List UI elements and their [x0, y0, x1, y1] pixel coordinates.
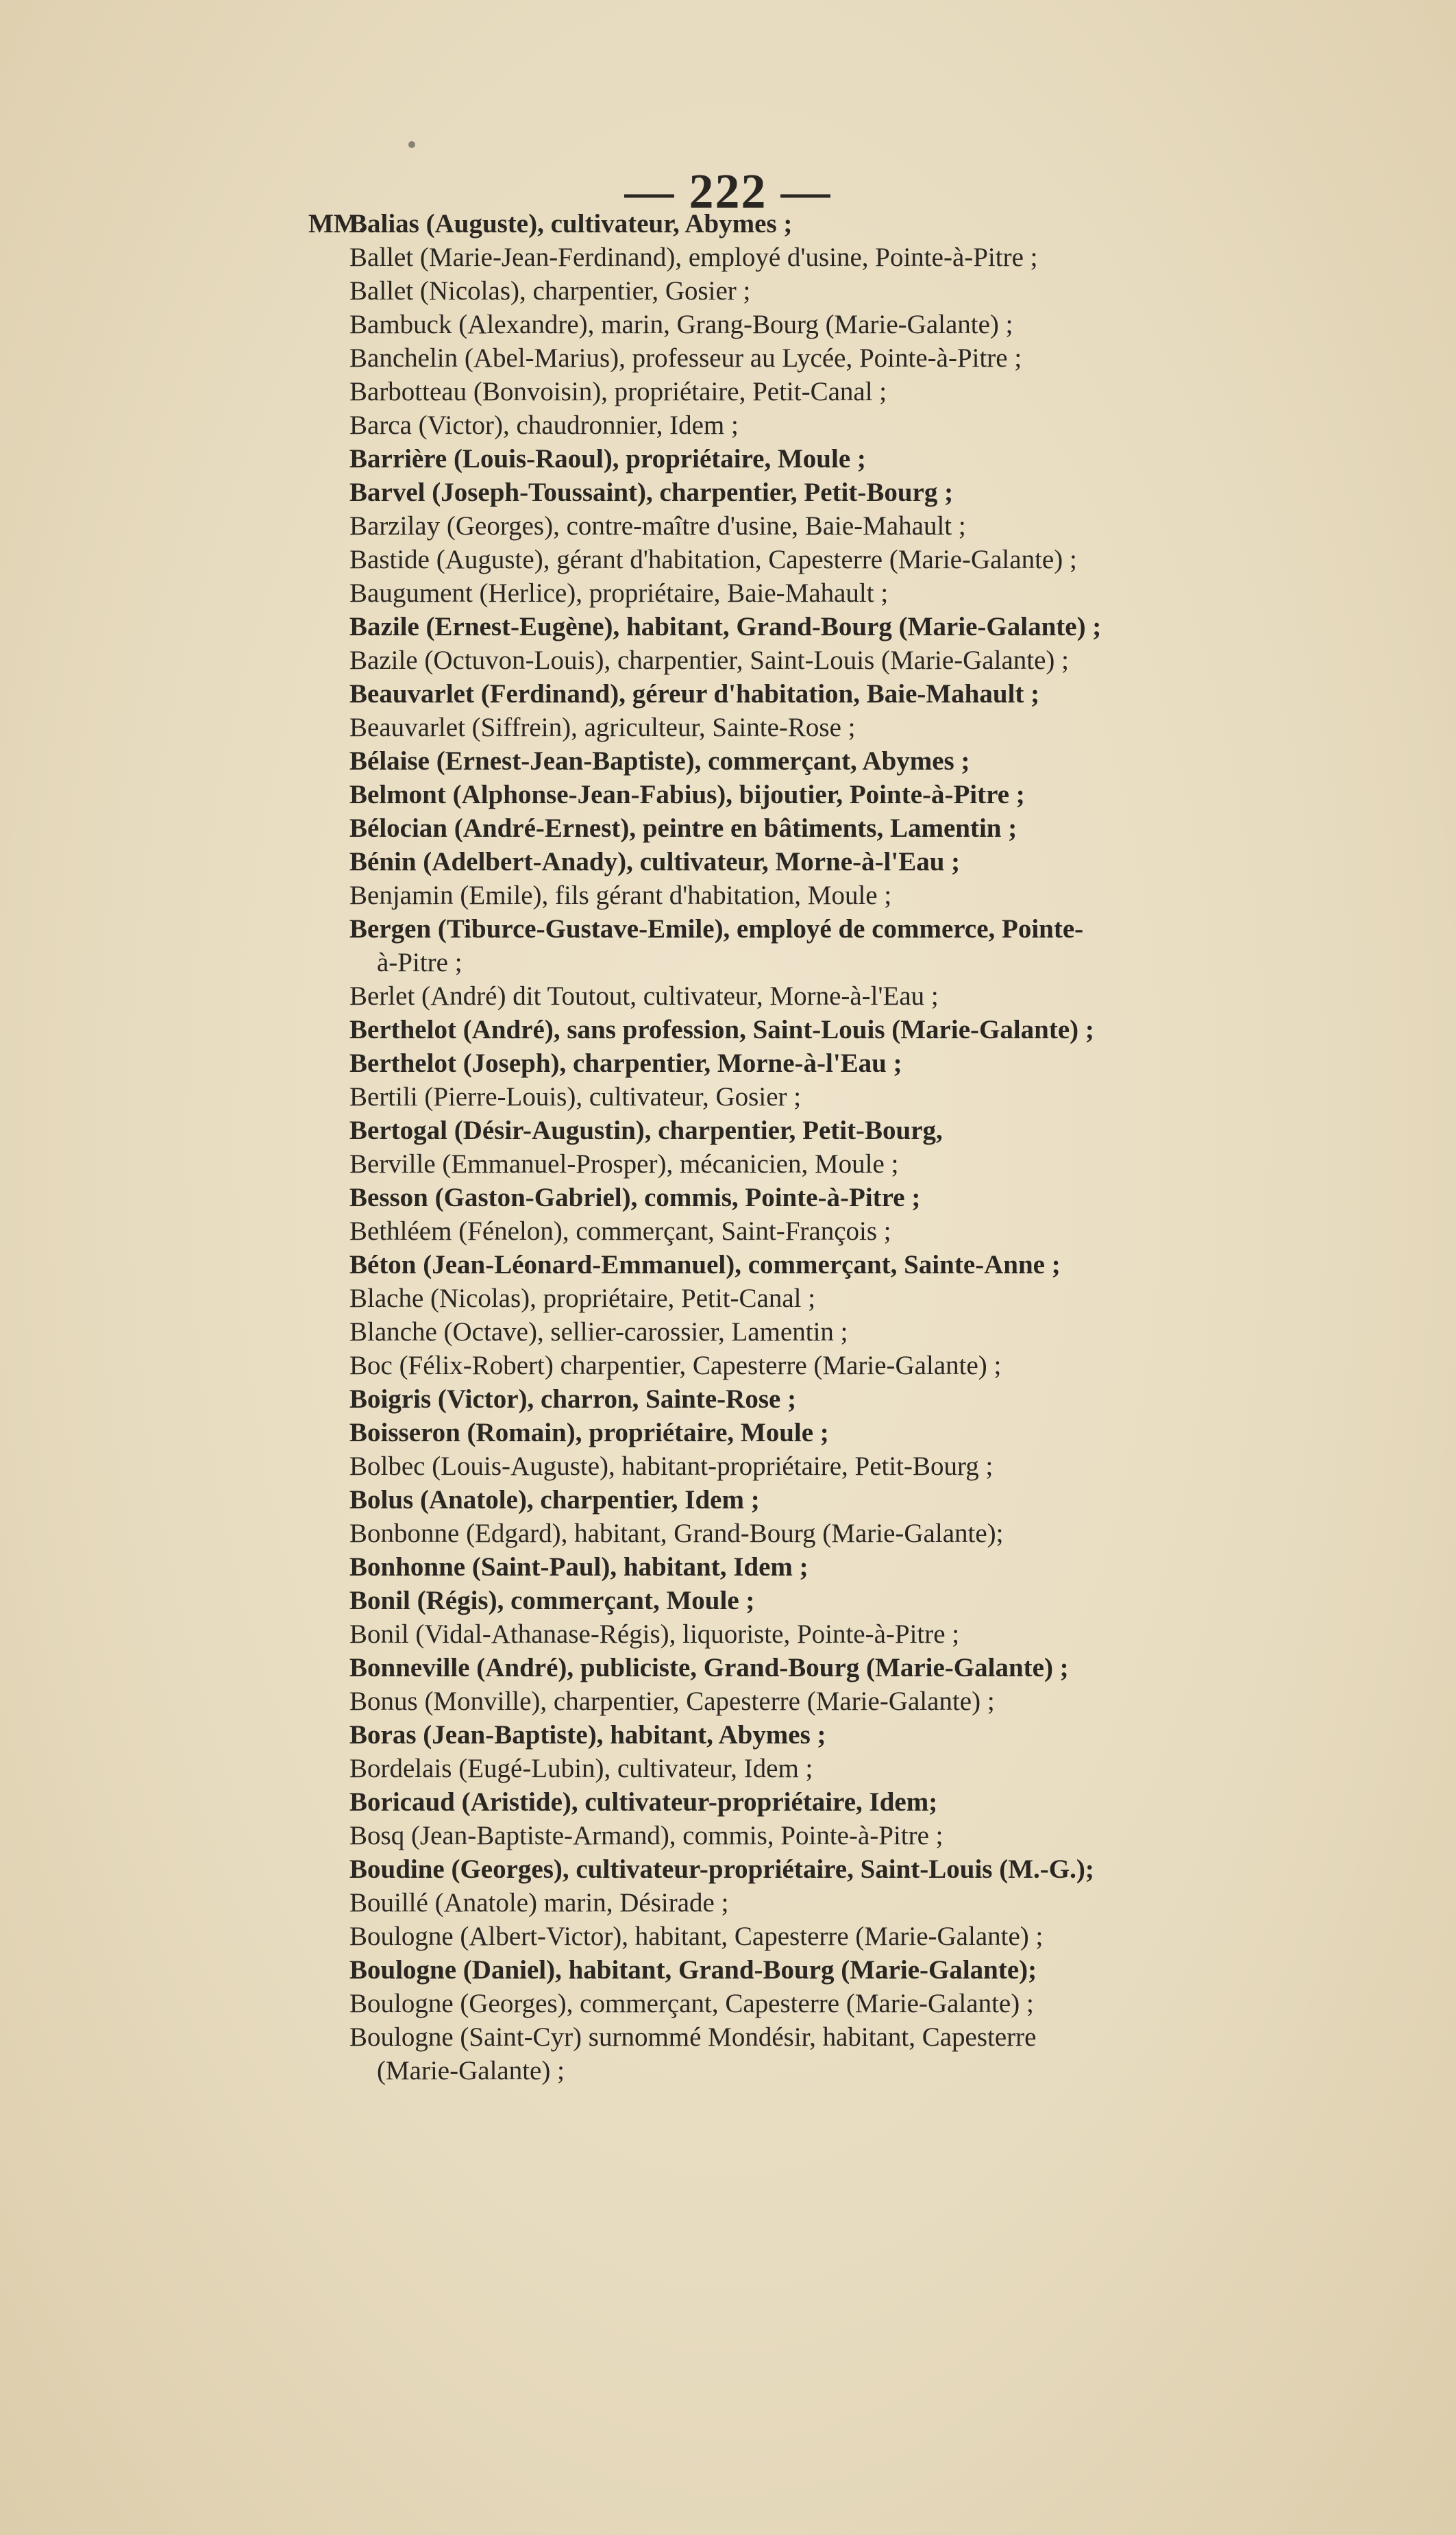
entry-text: Bonhonne (Saint-Paul), habitant, Idem ; — [349, 1552, 809, 1582]
entry-text: Barrière (Louis-Raoul), propriétaire, Moule ; — [349, 444, 866, 474]
list-item — [349, 274, 1329, 308]
entry-text: Bergen (Tiburce-Gustave-Emile), employé de commerce, Pointe- — [349, 914, 1084, 944]
entries-list — [308, 207, 1329, 2087]
list-item — [349, 241, 1329, 274]
entry-text: Bertogal (Désir-Augustin), charpentier, Petit-Bourg, — [349, 1116, 943, 1145]
entry-text: Balias (Auguste), cultivateur, Abymes ; — [349, 209, 793, 238]
list-item — [349, 509, 1329, 543]
list-item — [349, 1752, 1329, 1785]
entry-text: Bambuck (Alexandre), marin, Grang-Bourg (Marie-Galante) ; — [349, 310, 1013, 339]
entry-text: Baugument (Herlice), propriétaire, Baie-Mahault ; — [349, 578, 889, 608]
entry-text: Boricaud (Aristide), cultivateur-propriétaire, Idem; — [349, 1787, 938, 1817]
entry-text: Boras (Jean-Baptiste), habitant, Abymes ; — [349, 1720, 826, 1750]
entry-text: Bordelais (Eugé-Lubin), cultivateur, Idem ; — [349, 1754, 813, 1783]
entry-text: Béton (Jean-Léonard-Emmanuel), commerçant, Sainte-Anne ; — [349, 1250, 1061, 1279]
entry-text: Blache (Nicolas), propriétaire, Petit-Canal ; — [349, 1284, 816, 1313]
list-item — [349, 1920, 1329, 1953]
entry-text: Barvel (Joseph-Toussaint), charpentier, Petit-Bourg ; — [349, 478, 954, 507]
entry-text: Bastide (Auguste), gérant d'habitation, Capesterre (Marie-Galante) ; — [349, 545, 1077, 574]
list-item — [349, 1181, 1329, 1214]
entry-text: Bélocian (André-Ernest), peintre en bâtiments, Lamentin ; — [349, 813, 1017, 843]
list-item — [349, 341, 1329, 375]
list-item — [349, 1013, 1329, 1046]
list-item — [349, 879, 1329, 912]
list-item — [349, 811, 1329, 845]
list-item — [349, 1517, 1329, 1550]
list-item — [349, 2054, 1329, 2087]
list-item — [349, 1080, 1329, 1114]
list-item — [349, 677, 1329, 711]
list-item — [349, 1449, 1329, 1483]
list-item — [308, 207, 1329, 241]
list-item — [349, 1114, 1329, 1147]
entry-text: Ballet (Marie-Jean-Ferdinand), employé d'usine, Pointe-à-Pitre ; — [349, 243, 1038, 272]
entry-text: Barca (Victor), chaudronnier, Idem ; — [349, 411, 739, 440]
list-item — [349, 1349, 1329, 1382]
entry-text: Berville (Emmanuel-Prosper), mécanicien, Moule ; — [349, 1149, 899, 1179]
entry-text: Bazile (Octuvon-Louis), charpentier, Saint-Louis (Marie-Galante) ; — [349, 646, 1069, 675]
list-item — [349, 1785, 1329, 1819]
list-item — [349, 1953, 1329, 1987]
page-number: — 222 — — [624, 164, 832, 219]
list-item — [349, 778, 1329, 811]
ink-speck — [408, 141, 415, 148]
list-item — [349, 1550, 1329, 1584]
entry-text: Barzilay (Georges), contre-maître d'usine, Baie-Mahault ; — [349, 511, 966, 541]
entry-text: Bonil (Vidal-Athanase-Régis), liquoriste, Pointe-à-Pitre ; — [349, 1619, 960, 1649]
list-item — [349, 644, 1329, 677]
entry-text: Bazile (Ernest-Eugène), habitant, Grand-Bourg (Marie-Galante) ; — [349, 612, 1102, 641]
list-item — [349, 845, 1329, 879]
entry-text: Bonneville (André), publiciste, Grand-Bourg (Marie-Galante) ; — [349, 1653, 1069, 1682]
list-item — [349, 1651, 1329, 1685]
list-item — [349, 308, 1329, 341]
list-item — [349, 1852, 1329, 1886]
entry-text: Bénin (Adelbert-Anady), cultivateur, Morne-à-l'Eau ; — [349, 847, 961, 877]
entry-text: Boigris (Victor), charron, Sainte-Rose ; — [349, 1384, 797, 1414]
list-item — [349, 610, 1329, 644]
entry-text: Bonus (Monville), charpentier, Capesterre (Marie-Galante) ; — [349, 1687, 995, 1716]
list-item — [349, 1584, 1329, 1617]
entry-text: Boudine (Georges), cultivateur-propriétaire, Saint-Louis (M.-G.); — [349, 1854, 1094, 1884]
list-item — [349, 711, 1329, 744]
list-item — [349, 1214, 1329, 1248]
entry-text: Bonil (Régis), commerçant, Moule ; — [349, 1586, 755, 1615]
list-item — [349, 1987, 1329, 2020]
entry-text: Bouillé (Anatole) marin, Désirade ; — [349, 1888, 729, 1918]
entry-text: Blanche (Octave), sellier-carossier, Lamentin ; — [349, 1317, 848, 1347]
entry-text: Besson (Gaston-Gabriel), commis, Pointe-à-Pitre ; — [349, 1183, 921, 1212]
entry-text: Bélaise (Ernest-Jean-Baptiste), commerçant, Abymes ; — [349, 746, 970, 776]
entry-text: Bonbonne (Edgard), habitant, Grand-Bourg (Marie-Galante); — [349, 1519, 1004, 1548]
list-item — [349, 1886, 1329, 1920]
list-item — [349, 1483, 1329, 1517]
list-item — [349, 442, 1329, 476]
list-item — [349, 1617, 1329, 1651]
honorific-prefix: MM. — [308, 209, 366, 238]
entry-text: Berlet (André) dit Toutout, cultivateur, Morne-à-l'Eau ; — [349, 981, 939, 1011]
entry-text: Boulogne (Albert-Victor), habitant, Capesterre (Marie-Galante) ; — [349, 1922, 1044, 1951]
list-item — [349, 912, 1329, 946]
list-item — [349, 1718, 1329, 1752]
list-item — [349, 979, 1329, 1013]
list-item — [349, 576, 1329, 610]
list-item — [349, 2020, 1329, 2054]
entry-text: Beauvarlet (Ferdinand), géreur d'habitation, Baie-Mahault ; — [349, 679, 1040, 709]
list-item — [349, 1046, 1329, 1080]
entry-text: Bethléem (Fénelon), commerçant, Saint-François ; — [349, 1216, 891, 1246]
entry-text: Berthelot (Joseph), charpentier, Morne-à-l'Eau ; — [349, 1049, 902, 1078]
entry-text: à-Pitre ; — [377, 948, 462, 977]
list-item — [349, 408, 1329, 442]
entry-text: Boulogne (Georges), commerçant, Capesterre (Marie-Galante) ; — [349, 1989, 1034, 2018]
entry-text: Boisseron (Romain), propriétaire, Moule ; — [349, 1418, 829, 1447]
entry-text: Beauvarlet (Siffrein), agriculteur, Sainte-Rose ; — [349, 713, 856, 742]
entry-text: Bolus (Anatole), charpentier, Idem ; — [349, 1485, 760, 1515]
entry-text: Barbotteau (Bonvoisin), propriétaire, Petit-Canal ; — [349, 377, 887, 406]
entry-text: Belmont (Alphonse-Jean-Fabius), bijoutier, Pointe-à-Pitre ; — [349, 780, 1025, 809]
list-item — [349, 375, 1329, 408]
entry-text: Benjamin (Emile), fils gérant d'habitation, Moule ; — [349, 881, 892, 910]
list-item — [349, 1248, 1329, 1282]
entry-text: Ballet (Nicolas), charpentier, Gosier ; — [349, 276, 751, 306]
list-item — [349, 1282, 1329, 1315]
entry-text: Bosq (Jean-Baptiste-Armand), commis, Pointe-à-Pitre ; — [349, 1821, 943, 1850]
list-item — [349, 1315, 1329, 1349]
entry-text: Bolbec (Louis-Auguste), habitant-propriétaire, Petit-Bourg ; — [349, 1452, 994, 1481]
list-item — [349, 1416, 1329, 1449]
entry-text: Banchelin (Abel-Marius), professeur au Lycée, Pointe-à-Pitre ; — [349, 343, 1022, 373]
list-item — [349, 744, 1329, 778]
entry-text: Boulogne (Daniel), habitant, Grand-Bourg (Marie-Galante); — [349, 1955, 1037, 1985]
list-item — [349, 946, 1329, 979]
entry-text: Berthelot (André), sans profession, Saint-Louis (Marie-Galante) ; — [349, 1015, 1094, 1044]
list-item — [349, 1685, 1329, 1718]
list-item — [349, 476, 1329, 509]
list-item — [349, 1147, 1329, 1181]
entry-text: Boulogne (Saint-Cyr) surnommé Mondésir, habitant, Capesterre — [349, 2022, 1037, 2052]
entry-text: Bertili (Pierre-Louis), cultivateur, Gosier ; — [349, 1082, 802, 1112]
entry-text: Boc (Félix-Robert) charpentier, Capesterre (Marie-Galante) ; — [349, 1351, 1002, 1380]
list-item — [349, 1819, 1329, 1852]
list-item — [349, 543, 1329, 576]
list-item — [349, 1382, 1329, 1416]
entry-text: (Marie-Galante) ; — [377, 2056, 565, 2085]
